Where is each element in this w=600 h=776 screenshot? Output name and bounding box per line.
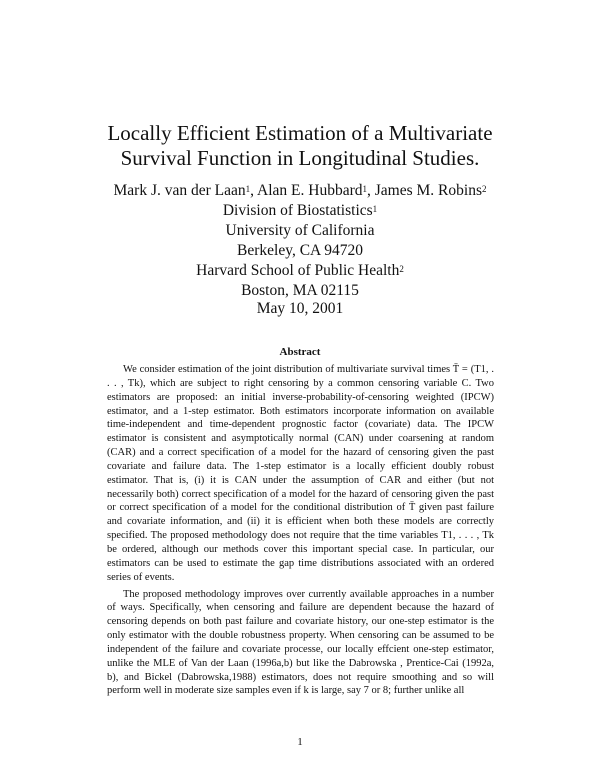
- affiliation-3: Berkeley, CA 94720: [237, 242, 363, 259]
- author-3-sup: 2: [481, 184, 487, 194]
- affiliation-1: Division of Biostatistics$^1$: [222, 202, 378, 219]
- affiliation-5: Boston, MA 02115: [241, 282, 359, 299]
- abstract-heading: Abstract: [279, 346, 321, 358]
- author-names: Mark J. van der Laan$^1$, Alan E. Hubbard$^1$, James M. Robins$^2$: [113, 182, 487, 199]
- affiliation-4: Harvard School of Public Health$^2$: [196, 262, 404, 279]
- author-1: Mark J. van der Laan: [113, 182, 246, 199]
- page-number: 1: [297, 736, 303, 748]
- author-2-sup: 1: [362, 184, 368, 194]
- paper-date: May 10, 2001: [256, 300, 344, 317]
- author-3: James M. Robins: [374, 182, 482, 199]
- paper-title: [60, 121, 540, 171]
- title-line-1: Locally Efficient Estimation of a Multivariate: [107, 121, 493, 145]
- author-block: [60, 181, 540, 301]
- abstract-paragraph-2: The proposed methodology improves over currently available approaches in a number of ways. Specifically, when censoring and failure are dependent because the hazard of censoring depends on both past failure and covariate history, our one-step estimator is the only estimator with the double robustness property. When censoring can be assumed to be independent of the failure and covariate processe, our locally effcient one-step estimator, unlike the MLE of Van der Laan (1996a,b) but like the Dabrowska , Prentice-Cai (1992a, b), and Bickel (Dabrowska,1988) estimators, does not require smoothing and so will perform well in moderate size samples even if k is large, say 7 or 8; further unlike all: [107, 588, 494, 697]
- affiliation-2: University of California: [225, 222, 375, 239]
- author-2: Alan E. Hubbard: [257, 182, 363, 199]
- abstract-body: [107, 363, 494, 701]
- title-line-2: Survival Function in Longitudinal Studies.: [120, 146, 480, 170]
- abstract-paragraph-1: We consider estimation of the joint distribution of multivariate survival times T̄ = (T1, . . . , Tk), which are subject to right censoring by a common censoring variable C. Two estimators are proposed: an initial inverse-probability-of-censoring weighted (IPCW) estimator, and a 1-step estimator. Both estimators incorporate information on available time-independent and time-dependent prognostic factor (covariate) data. The IPCW estimator is consistent and asymptotically normal (CAN) under coarsening at random (CAR) and a correct specification of a model for the hazard of censoring given the past covariate and failure data. The 1-step estimator is a locally efficient doubly robust estimator. That is, (i) it is CAN under the assumption of CAR and either (but not necessarily both) correct specification of a model for the hazard of censoring given the past or correct specification of a model for the conditional distribution of T̄ given past failure and covariate information, and (ii) it is efficient when both these models are correctly specified. The proposed methodology does not require that the time variables T1, . . . , Tk be ordered, although our methods cover this important special case. In particular, our estimators can be used to estimate the gap time distributions associated with an ordered series of events.: [107, 364, 494, 583]
- author-1-sup: 1: [245, 184, 251, 194]
